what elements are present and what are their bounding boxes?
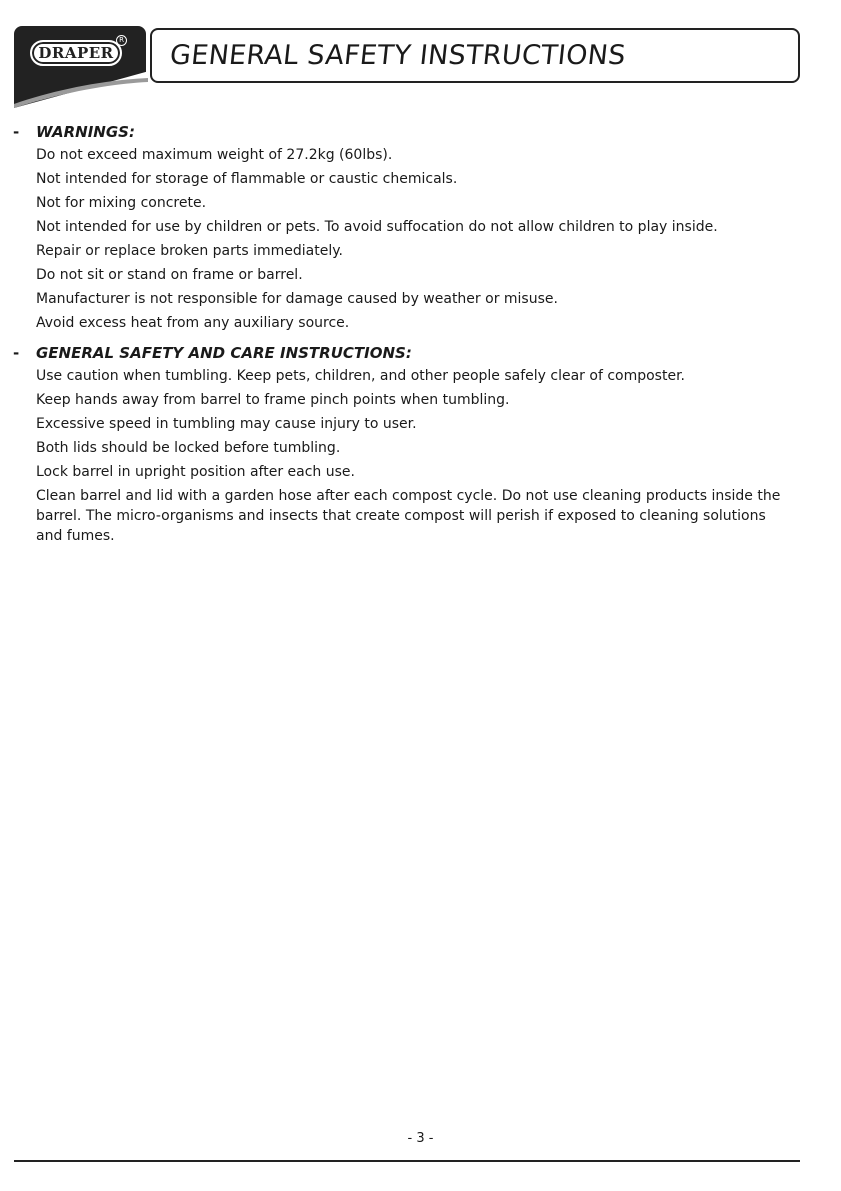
list-item: Avoid excess heat from any auxiliary source.: [36, 315, 350, 331]
list-item: Not intended for storage of flammable or caustic chemicals.: [36, 171, 458, 187]
list-item: Repair or replace broken parts immediately.: [36, 243, 343, 259]
list-item: Do not sit or stand on frame or barrel.: [36, 267, 303, 283]
list-item: Use caution when tumbling. Keep pets, children, and other people safely clear of composter.: [36, 368, 685, 384]
warnings-list: [0, 145, 841, 333]
warnings-section: [0, 118, 841, 333]
list-item: Do not exceed maximum weight of 27.2kg (60lbs).: [36, 147, 393, 163]
registered-trademark-icon: R: [116, 35, 127, 46]
section-heading: GENERAL SAFETY AND CARE INSTRUCTIONS:: [36, 344, 412, 362]
brand-logo: [30, 40, 122, 66]
bullet-dash: -: [13, 123, 20, 141]
page-title: GENERAL SAFETY INSTRUCTIONS: [168, 40, 628, 71]
list-item: Not for mixing concrete.: [36, 195, 207, 211]
list-item: Keep hands away from barrel to frame pinch points when tumbling.: [36, 392, 510, 408]
list-item: Excessive speed in tumbling may cause injury to user.: [36, 416, 417, 432]
safety-content: [0, 118, 841, 552]
list-item: Lock barrel in upright position after each use.: [36, 464, 355, 480]
page-number: - 3 -: [407, 1131, 434, 1146]
page-title-box: [150, 28, 800, 83]
list-item: Manufacturer is not responsible for damage caused by weather or misuse.: [36, 291, 558, 307]
bullet-dash: -: [13, 344, 20, 362]
list-item: Clean barrel and lid with a garden hose after each compost cycle. Do not use cleaning products inside the barrel. The micro-organisms and insects that create compost will perish if exposed to cleaning solutions and fumes.: [36, 488, 781, 544]
brand-name: DRAPER: [38, 44, 114, 62]
general-safety-list: [0, 366, 841, 546]
list-item: Both lids should be locked before tumbling.: [36, 440, 341, 456]
general-safety-section: [0, 339, 841, 546]
footer-divider: [14, 1160, 800, 1162]
list-item: Not intended for use by children or pets. To avoid suffocation do not allow children to play inside.: [36, 219, 718, 235]
section-heading: WARNINGS:: [36, 123, 135, 141]
